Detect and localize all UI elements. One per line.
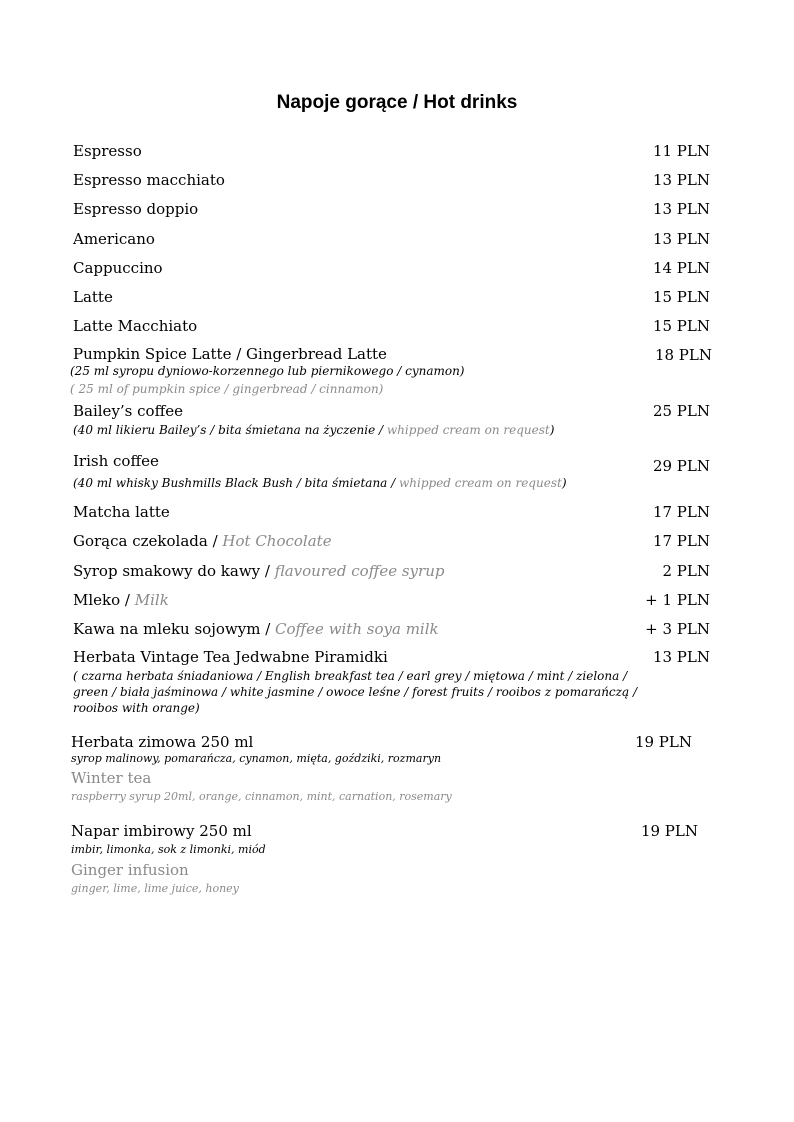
item-irish-desc-pl: (40 ml whisky Bushmills Black Bush / bita śmietana /	[73, 476, 399, 490]
item-chocolate-name-pl: Gorąca czekolada /	[73, 532, 223, 550]
item-winter-tea-desc-pl: syrop malinowy, pomarańcza, cynamon, mięta, goździki, rozmaryn	[71, 752, 442, 765]
item-americano-name: Americano	[73, 230, 155, 248]
item-chocolate-name	[73, 532, 332, 550]
item-tea-price: 13 PLN	[652, 648, 710, 666]
item-latte-macchiato-name: Latte Macchiato	[73, 317, 198, 335]
item-chocolate-name-en: Hot Chocolate	[222, 532, 332, 550]
item-baileys-desc-en: whipped cream on request	[386, 423, 550, 437]
item-soya-name-pl: Kawa na mleku sojowym /	[73, 620, 276, 638]
item-cappuccino-price: 14 PLN	[652, 259, 710, 277]
item-ginger-name-en: Ginger infusion	[71, 861, 189, 879]
item-pumpkin-desc-en: ( 25 ml of pumpkin spice / gingerbread / cinnamon)	[70, 382, 384, 396]
item-matcha-price: 17 PLN	[652, 503, 710, 521]
item-syrup-price: 2 PLN	[662, 562, 710, 580]
item-latte-macchiato-price: 15 PLN	[652, 317, 710, 335]
item-milk-name-pl: Mleko /	[73, 591, 135, 609]
item-irish-desc-en: whipped cream on request	[399, 476, 562, 490]
item-baileys-name: Bailey’s coffee	[73, 402, 183, 420]
item-espresso-price: 11 PLN	[652, 142, 710, 160]
item-winter-tea-desc-en: raspberry syrup 20ml, orange, cinnamon, mint, carnation, rosemary	[71, 790, 452, 803]
item-syrup-name	[73, 562, 444, 580]
item-syrup-name-en: flavoured coffee syrup	[274, 562, 445, 580]
item-chocolate-price: 17 PLN	[652, 532, 710, 550]
item-baileys-price: 25 PLN	[652, 402, 710, 420]
item-matcha-name: Matcha latte	[73, 503, 170, 521]
item-soya-name-en: Coffee with soya milk	[275, 620, 439, 638]
item-cappuccino-name: Cappuccino	[73, 259, 163, 277]
item-americano-price: 13 PLN	[652, 230, 710, 248]
item-irish-desc	[73, 476, 567, 490]
item-winter-tea-price: 19 PLN	[634, 733, 692, 751]
item-ginger-desc-en: ginger, lime, lime juice, honey	[71, 882, 239, 895]
item-pumpkin-name: Pumpkin Spice Latte / Gingerbread Latte	[73, 345, 387, 363]
item-espresso-doppio-price: 13 PLN	[652, 200, 710, 218]
item-tea-name: Herbata Vintage Tea Jedwabne Piramidki	[73, 648, 388, 666]
item-baileys-desc-end: )	[549, 423, 555, 437]
item-tea-desc: ( czarna herbata śniadaniowa / English breakfast tea / earl grey / miętowa / mint / zielona / green / biała jaśminowa / white jasmine / owoce leśne / forest fruits / rooibos z pomarańczą / rooibos with orange)	[73, 669, 637, 715]
item-espresso-macchiato-name: Espresso macchiato	[73, 171, 225, 189]
item-baileys-desc-pl: (40 ml likieru Bailey’s / bita śmietana na życzenie /	[73, 423, 387, 437]
item-irish-price: 29 PLN	[652, 457, 710, 475]
item-baileys-desc	[73, 423, 554, 437]
item-ginger-name: Napar imbirowy 250 ml	[71, 822, 252, 840]
item-milk-name-en: Milk	[134, 591, 169, 609]
item-milk-price: + 1 PLN	[645, 591, 710, 609]
item-soya-price: + 3 PLN	[645, 620, 710, 638]
item-soya-name	[73, 620, 439, 638]
item-espresso-name: Espresso	[73, 142, 142, 160]
item-syrup-name-pl: Syrop smakowy do kawy /	[73, 562, 275, 580]
item-espresso-macchiato-price: 13 PLN	[652, 171, 710, 189]
item-irish-name: Irish coffee	[73, 452, 159, 470]
item-milk-name	[73, 591, 169, 609]
item-espresso-doppio-name: Espresso doppio	[73, 200, 199, 218]
item-latte-name: Latte	[73, 288, 113, 306]
item-irish-desc-end: )	[561, 476, 567, 490]
item-ginger-price: 19 PLN	[640, 822, 698, 840]
item-winter-tea-name: Herbata zimowa 250 ml	[71, 733, 254, 751]
page-title: Napoje gorące / Hot drinks	[276, 92, 518, 113]
item-latte-price: 15 PLN	[652, 288, 710, 306]
item-pumpkin-desc-pl: (25 ml syropu dyniowo-korzennego lub piernikowego / cynamon)	[70, 364, 465, 378]
item-winter-tea-name-en: Winter tea	[71, 769, 152, 787]
item-ginger-desc-pl: imbir, limonka, sok z limonki, miód	[71, 843, 266, 856]
item-pumpkin-price: 18 PLN	[654, 346, 712, 364]
